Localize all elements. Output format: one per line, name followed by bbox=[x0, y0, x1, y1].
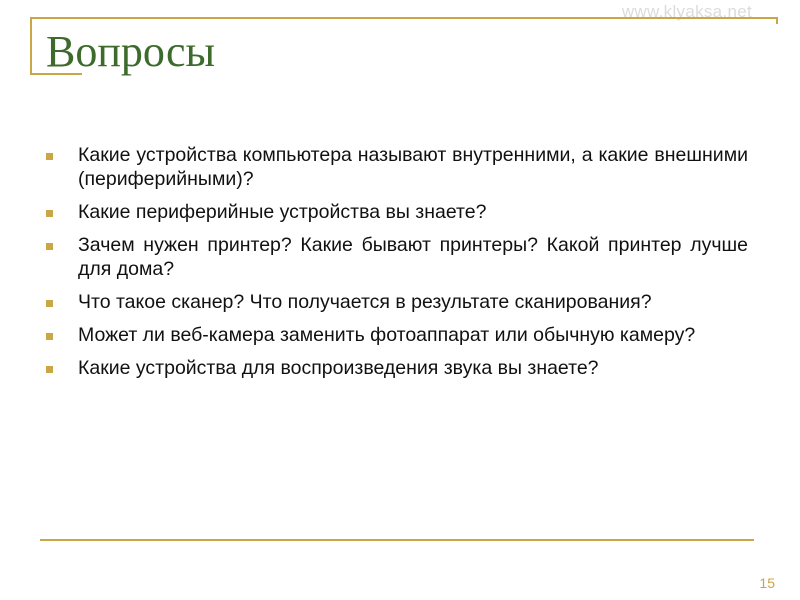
top-rule bbox=[30, 17, 778, 19]
bullet-list bbox=[44, 143, 748, 389]
bullet-item bbox=[44, 323, 748, 347]
bullet-text: Что такое сканер? Что получается в результате сканирования? bbox=[78, 291, 652, 313]
bullet-square-icon bbox=[46, 210, 53, 217]
bottom-rule bbox=[40, 539, 754, 541]
bullet-square-icon bbox=[46, 243, 53, 250]
top-rule-end bbox=[776, 17, 778, 24]
bullet-text: Может ли веб-камера заменить фотоаппарат или обычную камеру? bbox=[78, 324, 696, 346]
page-number: 15 bbox=[759, 575, 775, 591]
bullet-text: Какие устройства для воспроизведения звука вы знаете? bbox=[78, 357, 599, 379]
bullet-square-icon bbox=[46, 366, 53, 373]
bullet-text: Какие устройства компьютера называют внутренними, а какие внешними (периферийными)? bbox=[78, 144, 748, 190]
bullet-square-icon bbox=[46, 333, 53, 340]
bullet-square-icon bbox=[46, 153, 53, 160]
bullet-item bbox=[44, 200, 748, 224]
bullet-text: Зачем нужен принтер? Какие бывают принтеры? Какой принтер лучше для дома? bbox=[78, 234, 748, 280]
watermark: www.klyaksa.net bbox=[621, 2, 752, 21]
slide-title: Вопросы bbox=[46, 27, 216, 76]
bullet-item bbox=[44, 290, 748, 314]
bullet-item bbox=[44, 233, 748, 281]
bullet-square-icon bbox=[46, 300, 53, 307]
bullet-item bbox=[44, 356, 748, 380]
bullet-item bbox=[44, 143, 748, 191]
bullet-text: Какие периферийные устройства вы знаете? bbox=[78, 201, 487, 223]
